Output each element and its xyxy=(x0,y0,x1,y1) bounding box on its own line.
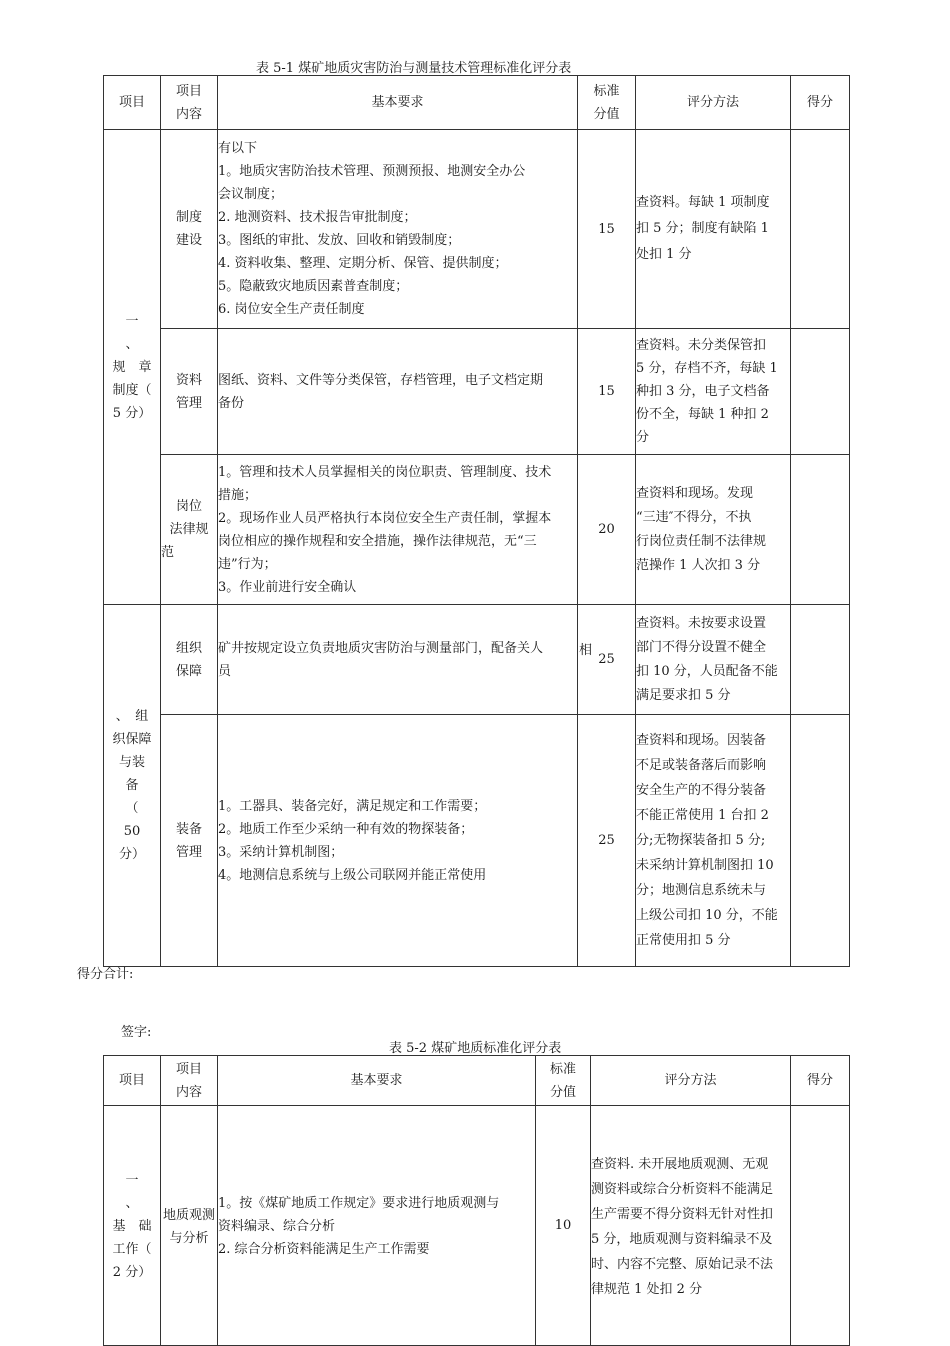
row-content: 地质观测 与分析 xyxy=(161,1106,218,1346)
header-requirement: 基本要求 xyxy=(218,76,578,130)
table-row xyxy=(104,715,850,967)
row-value: 15 xyxy=(578,130,636,329)
row-value xyxy=(578,605,636,715)
row-score xyxy=(791,605,850,715)
row-score xyxy=(791,1106,850,1346)
group-label: 一 、 基 础 工作（ 2 分） xyxy=(104,1106,161,1346)
header-score: 得分 xyxy=(791,76,850,130)
header-method: 评分方法 xyxy=(636,76,791,130)
header-content: 项目 内容 xyxy=(161,76,218,130)
table2 xyxy=(103,1055,850,1346)
row-content: 岗位 法律规 范 xyxy=(161,455,218,605)
table1-header-row xyxy=(104,76,850,130)
row-requirement: 1。工器具、装备完好，满足规定和工作需要； 2。地质工作至少采纳一种有效的物探装备； 3。采纳计算机制图； 4。地测信息系统与上级公司联网并能正常使用 xyxy=(218,715,578,967)
row-value: 10 xyxy=(536,1106,591,1346)
row-score xyxy=(791,130,850,329)
row-score xyxy=(791,715,850,967)
row-requirement: 1。按《煤矿地质工作规定》要求进行地质观测与 资料编录、综合分析 2. 综合分析资料能满足生产工作需要 xyxy=(218,1106,536,1346)
table1 xyxy=(103,75,850,967)
row-method: 查资料。未分类保管扣 5 分，存档不齐，每缺 1 种扣 3 分，电子文档备 份不全，每缺 1 种扣 2 分 xyxy=(636,329,791,455)
row-method: 查资料。每缺 1 项制度 扣 5 分；制度有缺陷 1 处扣 1 分 xyxy=(636,130,791,329)
row-method: 查资料和现场。因装备 不足或装备落后而影响 安全生产的不得分装备 不能正常使用 1 台扣 2 分;无物探装备扣 5 分; 未采纳计算机制图扣 10 分；地测信息系统未与 上级公司扣 10 分，不能 正常使用扣 5 分 xyxy=(636,715,791,967)
header-project: 项目 xyxy=(104,1056,161,1106)
header-score-std: 标准 分值 xyxy=(536,1056,591,1106)
signature-label: 签字: xyxy=(121,1025,152,1040)
table-row xyxy=(104,130,850,329)
row-requirement: 矿井按规定设立负责地质灾害防治与测量部门，配备关人 员 xyxy=(218,605,578,715)
group-label: 、 组 织保障 与装 备 （ 50 分） xyxy=(104,605,161,967)
row-value: 25 xyxy=(578,715,636,967)
header-score: 得分 xyxy=(791,1056,850,1106)
table-row xyxy=(104,605,850,715)
row-value: 20 xyxy=(578,455,636,605)
row-content: 装备 管理 xyxy=(161,715,218,967)
row-value-prefix: 相 xyxy=(579,643,593,658)
header-score-std: 标准 分值 xyxy=(578,76,636,130)
row-method: 查资料和现场。发现 “三违″不得分，不执 行岗位责任制不法律规 范操作 1 人次扣 3 分 xyxy=(636,455,791,605)
row-requirement: 1。管理和技术人员掌握相关的岗位职责、管理制度、技术 措施； 2。现场作业人员严格执行本岗位安全生产责任制，掌握本 岗位相应的操作规程和安全措施，操作法律规范，无“三 违”行为； 3。作业前进行安全确认 xyxy=(218,455,578,605)
row-content: 资料 管理 xyxy=(161,329,218,455)
header-method: 评分方法 xyxy=(591,1056,791,1106)
total-score-label: 得分合计: xyxy=(77,967,134,982)
row-value-number: 25 xyxy=(598,652,615,667)
table-row xyxy=(104,329,850,455)
row-method: 查资料。未按要求设置 部门不得分设置不健全 扣 10 分，人员配备不能 满足要求扣 5 分 xyxy=(636,605,791,715)
row-requirement: 有以下 1。地质灾害防治技术管理、预测预报、地测安全办公 会议制度； 2. 地测资料、技术报告审批制度； 3。图纸的审批、发放、回收和销毁制度； 4. 资料收集、整理、定期分析、保管、提供制度； 5。隐蔽致灾地质因素普查制度； 6. 岗位安全生产责任制度 xyxy=(218,130,578,329)
row-value: 15 xyxy=(578,329,636,455)
row-score xyxy=(791,455,850,605)
table-row xyxy=(104,1106,850,1346)
table2-header-row xyxy=(104,1056,850,1106)
row-requirement: 图纸、资料、文件等分类保管，存档管理，电子文档定期 备份 xyxy=(218,329,578,455)
row-content: 制度 建设 xyxy=(161,130,218,329)
row-score xyxy=(791,329,850,455)
table1-title: 表 5-1 煤矿地质灾害防治与测量技术管理标准化评分表 xyxy=(256,61,572,76)
header-content: 项目 内容 xyxy=(161,1056,218,1106)
row-method: 查资料. 未开展地质观测、无观 测资料或综合分析资料不能满足 生产需要不得分资料无针对性扣 5 分，地质观测与资料编录不及 时、内容不完整、原始记录不法 律规范 1 处扣 2 分 xyxy=(591,1106,791,1346)
group-label: 一 、 规 章 制度（ 5 分） xyxy=(104,130,161,605)
table-row xyxy=(104,455,850,605)
header-requirement: 基本要求 xyxy=(218,1056,536,1106)
row-content: 组织 保障 xyxy=(161,605,218,715)
table2-title: 表 5-2 煤矿地质标准化评分表 xyxy=(389,1041,562,1056)
header-project: 项目 xyxy=(104,76,161,130)
